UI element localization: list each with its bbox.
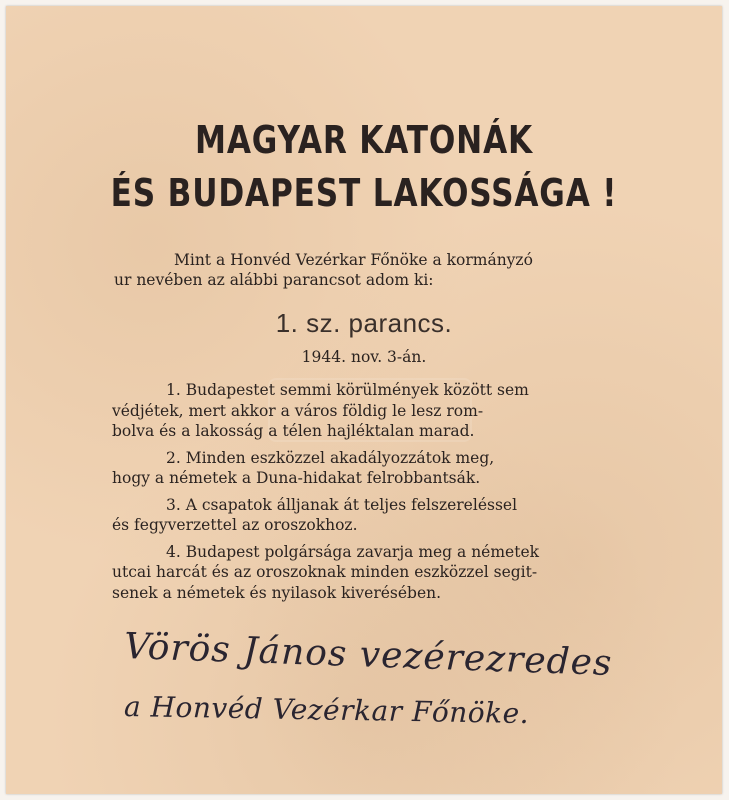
point-1-line-3: bolva és a lakosság a télen hajléktalan marad. — [112, 422, 475, 440]
order-points — [112, 380, 580, 609]
point-3-line-2: és fegyverzettel az oroszokhoz. — [112, 516, 358, 534]
order-title: 1. sz. parancs. — [275, 308, 453, 338]
order-date: 1944. nov. 3-án. — [301, 348, 427, 366]
order-point-3 — [112, 495, 580, 536]
point-1-line-1: 1. Budapestet semmi körülmények között sem — [166, 381, 529, 399]
point-4-line-2: utcai harcát és az oroszoknak minden eszközzel segit- — [112, 563, 538, 581]
handwritten-signature-name: Vörös János vezérezredes — [123, 625, 614, 685]
leaflet-sheet — [6, 6, 722, 794]
order-point-1 — [112, 380, 580, 442]
point-4-line-1: 4. Budapest polgársága zavarja meg a németek — [166, 542, 540, 561]
handwritten-signature-title: a Honvéd Vezérkar Főnöke. — [123, 689, 530, 731]
point-1-line-2: védjétek, mert akkor a város földig le lesz rom- — [112, 401, 484, 420]
intro-paragraph — [114, 250, 584, 290]
headline-line-2: ÉS BUDAPEST LAKOSSÁGA ! — [110, 171, 618, 215]
point-2-line-2: hogy a németek a Duna-hidakat felrobbantsák. — [112, 469, 481, 487]
intro-line-2: ur nevében az alábbi parancsot adom ki: — [114, 271, 434, 289]
point-2-line-1: 2. Minden eszközzel akadályozzátok meg, — [166, 448, 495, 467]
order-point-4 — [112, 542, 580, 604]
order-point-2 — [112, 448, 580, 489]
intro-line-1: Mint a Honvéd Vezérkar Főnöke a kormányzó — [174, 251, 533, 269]
headline-line-1: MAGYAR KATONÁK — [195, 118, 533, 162]
point-4-line-3: senek a németek és nyilasok kiverésében. — [112, 583, 442, 602]
point-3-line-1: 3. A csapatok álljanak át teljes felszereléssel — [166, 495, 518, 514]
